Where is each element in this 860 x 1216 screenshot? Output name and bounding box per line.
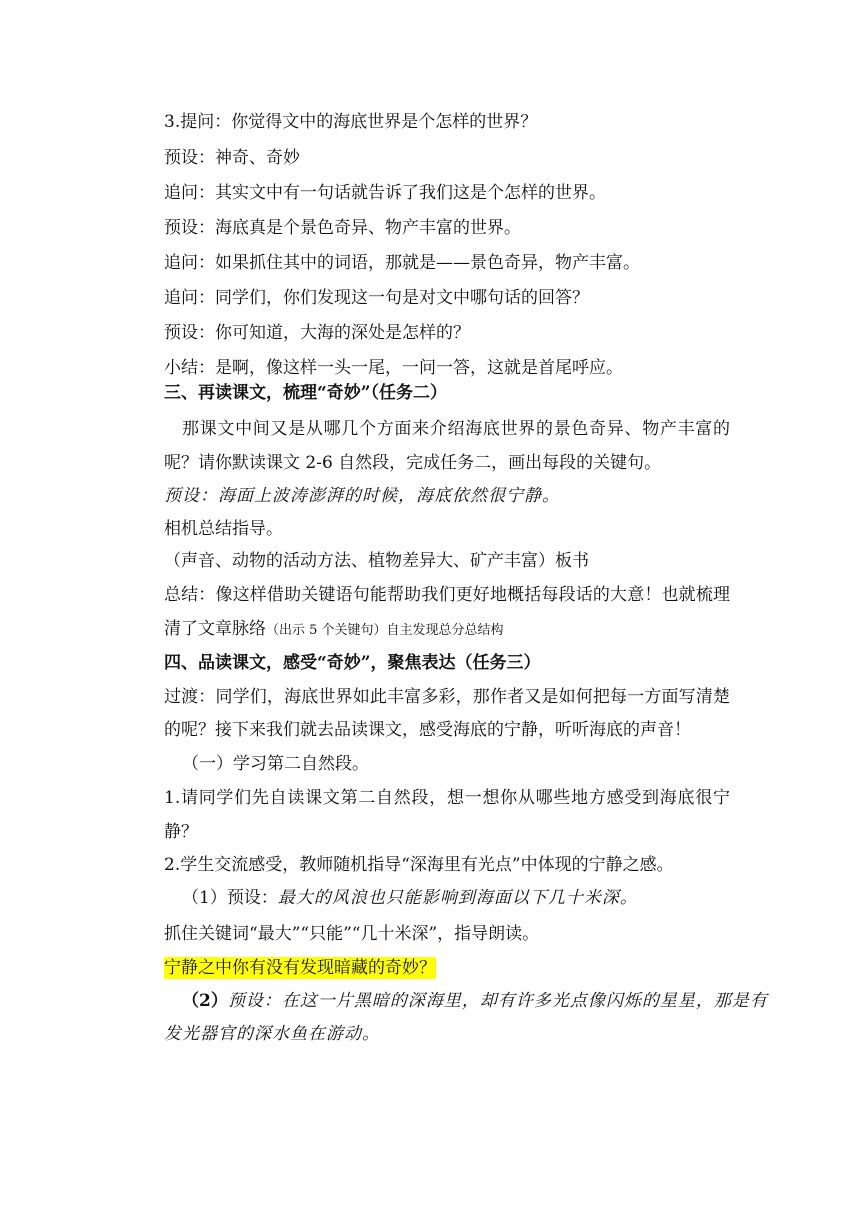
paragraph-line: 那课文中间又是从哪几个方面来介绍海底世界的景色奇异、物产丰富的 xyxy=(182,419,730,439)
instruction-line: 1.请同学们先自读课文第二自然段，想一想你从哪些地方感受到海底很宁 xyxy=(164,788,730,808)
board-note-line: （声音、动物的活动方法、植物差异大、矿产丰富）板书 xyxy=(164,551,589,571)
preset-line: 预设：海面上波涛澎湃的时候，海底依然很宁静。 xyxy=(164,486,560,506)
preset-number: （2） xyxy=(182,991,228,1011)
preset-line xyxy=(182,989,768,1013)
follow-up-line: 追问：其实文中有一句话就告诉了我们这是个怎样的世界。 xyxy=(164,183,606,203)
preset-text: 预设：在这一片黑暗的深海里，却有许多光点像闪烁的星星，那是有 xyxy=(227,991,768,1011)
section-heading-4: 四、品读课文，感受“奇妙”，聚焦表达（任务三） xyxy=(164,653,541,673)
keyword-line: 抓住关键词“最大”“只能”“几十米深”，指导朗读。 xyxy=(164,924,540,944)
transition-line: 的呢？接下来我们就去品读课文，感受海底的宁静，听听海底的声音！ xyxy=(164,720,691,740)
subsection-line: （一）学习第二自然段。 xyxy=(182,754,369,774)
instruction-line: 2.学生交流感受，教师随机指导“深海里有光点”中体现的宁静之感。 xyxy=(164,855,674,875)
preset-line: 预设：海底真是个景色奇异、物产丰富的世界。 xyxy=(164,218,521,238)
summary-text: 清了文章脉络 xyxy=(164,619,266,639)
section-heading-3: 三、再读课文，梳理“奇妙”（任务二） xyxy=(164,383,448,403)
preset-line-continued: 发光器官的深水鱼在游动。 xyxy=(164,1024,380,1044)
highlighted-question xyxy=(164,956,436,980)
summary-note: （出示 5 个关键句）自主发现总分总结构 xyxy=(266,623,504,638)
question-line: 3.提问：你觉得文中的海底世界是个怎样的世界？ xyxy=(164,112,538,132)
highlight-text: 宁静之中你有没有发现暗藏的奇妙？ xyxy=(164,958,436,978)
summary-line: 总结：像这样借助关键语句能帮助我们更好地概括每段话的大意！也就梳理 xyxy=(164,585,730,605)
instruction-line: 静？ xyxy=(164,822,198,842)
transition-line: 过渡：同学们，海底世界如此丰富多彩，那作者又是如何把每一方面写清楚 xyxy=(164,687,730,707)
paragraph-line: 呢？请你默读课文 2-6 自然段，完成任务二，画出每段的关键句。 xyxy=(164,453,662,473)
summary-line-continued xyxy=(164,617,504,643)
preset-line: 预设：神奇、奇妙 xyxy=(164,148,300,168)
summary-line: 小结：是啊，像这样一头一尾，一问一答，这就是首尾呼应。 xyxy=(164,358,623,378)
preset-line: 预设：你可知道，大海的深处是怎样的？ xyxy=(164,323,470,343)
preset-line xyxy=(182,886,638,910)
follow-up-line: 追问：同学们，你们发现这一句是对文中哪句话的回答？ xyxy=(164,288,589,308)
preset-label: （1）预设： xyxy=(182,888,278,908)
preset-text: 最大的风浪也只能影响到海面以下几十米深。 xyxy=(277,888,638,908)
follow-up-line: 追问：如果抓住其中的词语，那就是——景色奇异，物产丰富。 xyxy=(164,253,640,273)
note-line: 相机总结指导。 xyxy=(164,519,283,539)
